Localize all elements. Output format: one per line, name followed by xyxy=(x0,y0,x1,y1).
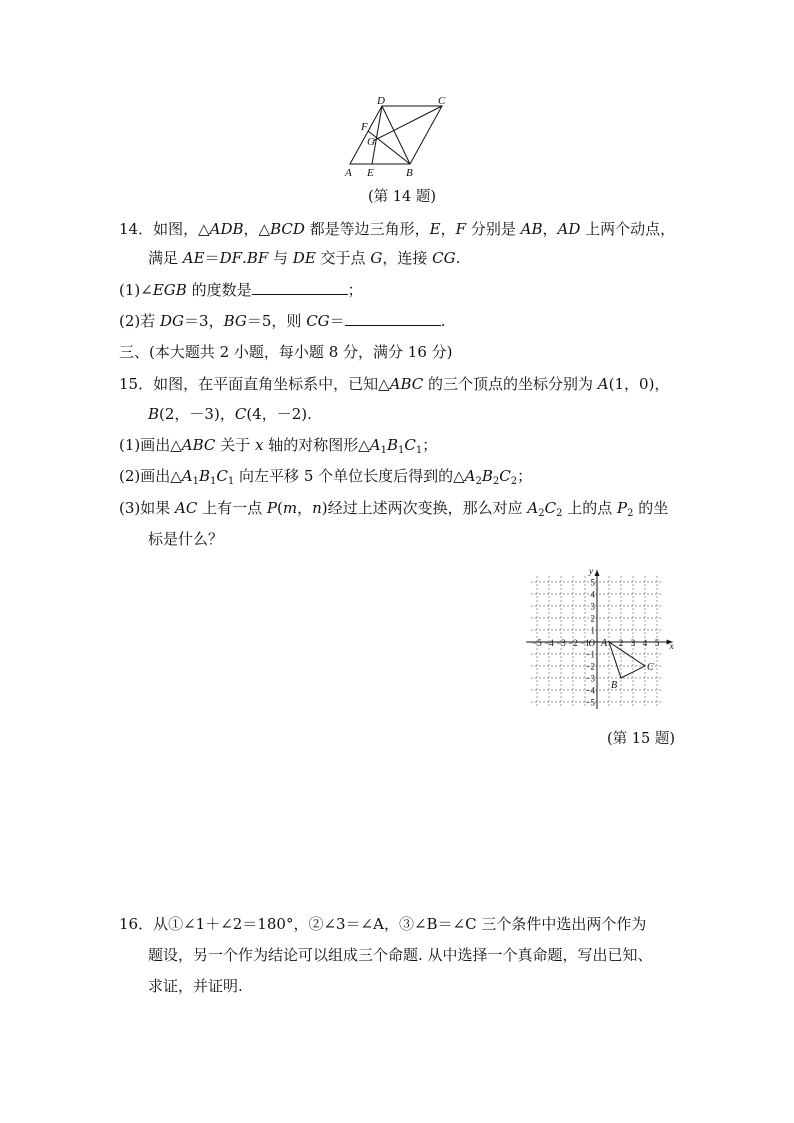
y-tick-label: −3 xyxy=(585,673,595,684)
x-tick-label: 2 xyxy=(618,638,624,648)
segment-bd xyxy=(382,106,410,164)
label-A: A xyxy=(601,638,608,649)
label-D: D xyxy=(377,96,385,107)
answer-blank-1[interactable] xyxy=(252,279,348,295)
q16-line-1: 16．从①∠1＋∠2＝180°，②∠3＝∠A，③∠B＝∠C 三个条件中选出两个作为 xyxy=(119,915,647,933)
x-tick-label: −4 xyxy=(544,638,554,648)
segment-cg xyxy=(373,106,442,141)
y-tick-label: 1 xyxy=(590,625,595,636)
label-B: B xyxy=(406,167,413,179)
label-C: C xyxy=(647,662,654,673)
q15-sub-1: (1)画出△ABC 关于 x 轴的对称图形$\triangle A_1B_1C_1$； xyxy=(119,436,438,456)
x-tick-label: 3 xyxy=(630,638,636,648)
x-tick-label: 5 xyxy=(654,638,660,648)
figure-15-caption: (第 15 题) xyxy=(607,731,675,747)
label-F: F xyxy=(361,121,368,133)
label-E: E xyxy=(367,167,374,179)
q14-line-1: 14．如图，△ADB，△BCD 都是等边三角形，E，F 分别是 AB，AD 上两个动点， xyxy=(119,220,676,238)
y-tick-label: 2 xyxy=(590,613,595,624)
x-tick-label: −1 xyxy=(580,638,590,648)
label-A: A xyxy=(345,167,352,179)
label-B: B xyxy=(611,680,618,691)
x-tick-label: −3 xyxy=(556,638,566,648)
x-tick-label: −2 xyxy=(568,638,578,648)
q14-sub-1: (1)∠EGB 的度数是 ； xyxy=(119,281,363,299)
q14-sub-2: (2)若 DG＝3，BG＝5，则 CG＝ . xyxy=(119,312,446,330)
q16-line-3: 求证，并证明. xyxy=(148,977,243,995)
q14-line-2: 满足 AE＝DF.BF 与 DE 交于点 G，连接 CG. xyxy=(148,249,461,267)
y-axis-arrow xyxy=(595,570,600,576)
label-C: C xyxy=(438,96,446,107)
y-axis-label: y xyxy=(589,567,593,576)
y-tick-label: 5 xyxy=(590,577,595,588)
x-tick-label: 4 xyxy=(642,638,648,648)
section-3-heading: 三、(本大题共 2 小题，每小题 8 分，满分 16 分) xyxy=(119,343,453,361)
figure-14-caption: (第 14 题) xyxy=(368,189,436,205)
q15-sub-2: (2)画出$\triangle A_1B_1C_1$ 向左平移 5 个单位长度后得到的$\triangle A_2B_2C_2$； xyxy=(119,467,533,487)
y-tick-label: −1 xyxy=(585,649,595,660)
q15-sub-3: (3)如果 AC 上有一点 P(m，n)经过上述两次变换，那么对应 $A_2C_2$ 上的点 $P_2$ 的坐 xyxy=(119,499,669,519)
y-tick-label: −5 xyxy=(585,697,595,708)
y-tick-label: 4 xyxy=(590,589,595,600)
figure-15-coordinate-grid xyxy=(524,567,680,709)
y-tick-label: −4 xyxy=(585,685,595,696)
q15-line-2: B(2，－3)，C(4，－2). xyxy=(148,405,312,423)
y-tick-label: 3 xyxy=(590,601,595,612)
origin-label: O xyxy=(588,638,595,648)
q15-line-1: 15．如图，在平面直角坐标系中，已知△ABC 的三个顶点的坐标分别为 A(1，0)， xyxy=(119,375,670,393)
label-G: G xyxy=(367,136,375,148)
x-axis-label: x xyxy=(669,641,674,651)
q15-sub-3-cont: 标是什么？ xyxy=(148,530,224,548)
figure-14-diagram xyxy=(338,96,458,180)
triangle-abc xyxy=(609,642,645,678)
answer-blank-2[interactable] xyxy=(345,310,441,326)
y-tick-label: −2 xyxy=(585,661,595,672)
q16-line-2: 题设，另一个作为结论可以组成三个命题. 从中选择一个真命题，写出已知、 xyxy=(148,946,653,964)
x-tick-label: −5 xyxy=(532,638,542,648)
